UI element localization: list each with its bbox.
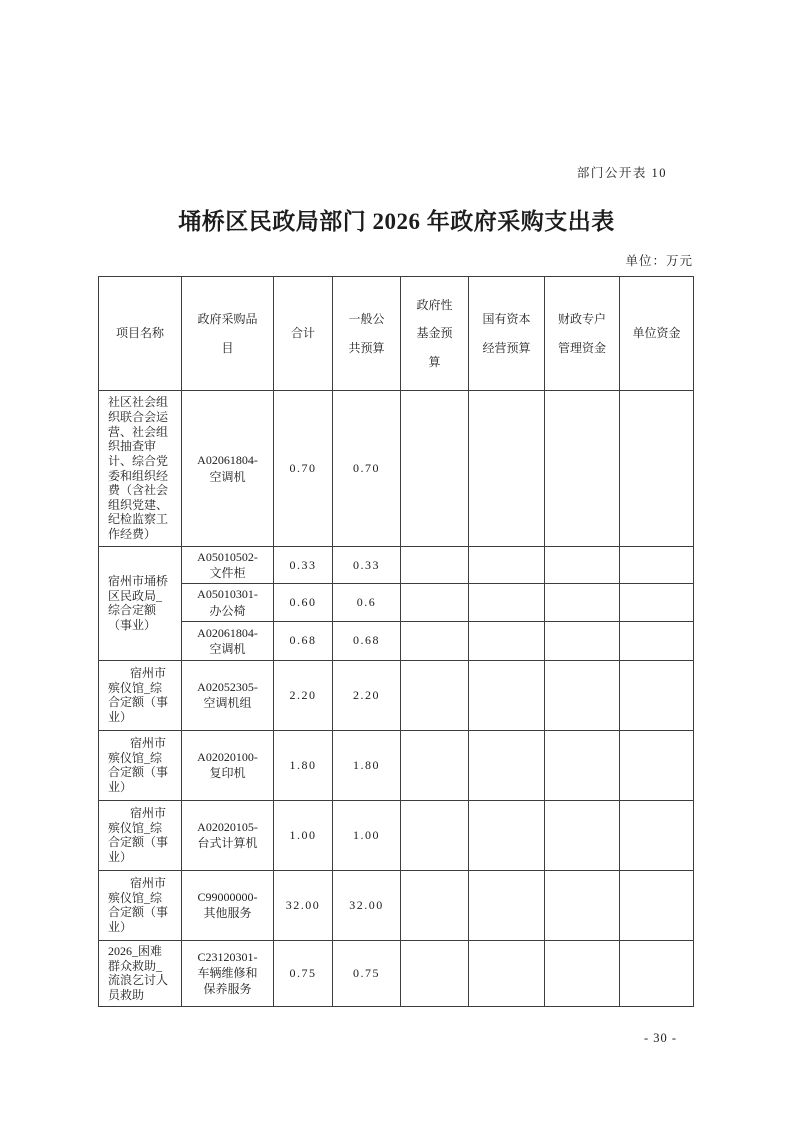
cell-state-capital-budget bbox=[469, 391, 545, 547]
cell-fiscal-account-funds bbox=[545, 547, 620, 584]
cell-procurement-item: C99000000-其他服务 bbox=[182, 870, 274, 940]
cell-fiscal-account-funds bbox=[545, 940, 620, 1006]
cell-general-public-budget: 2.20 bbox=[333, 660, 401, 730]
cell-general-public-budget: 1.00 bbox=[333, 800, 401, 870]
cell-general-public-budget: 0.68 bbox=[333, 621, 401, 660]
cell-procurement-item: A05010301-办公椅 bbox=[182, 584, 274, 621]
cell-project-name: 宿州市埇桥区民政局_综合定额（事业） bbox=[99, 547, 182, 661]
cell-state-capital-budget bbox=[469, 584, 545, 621]
cell-total: 0.70 bbox=[274, 391, 333, 547]
cell-state-capital-budget bbox=[469, 800, 545, 870]
cell-state-capital-budget bbox=[469, 730, 545, 800]
cell-general-public-budget: 1.80 bbox=[333, 730, 401, 800]
cell-gov-fund-budget bbox=[401, 547, 469, 584]
cell-gov-fund-budget bbox=[401, 800, 469, 870]
cell-total: 2.20 bbox=[274, 660, 333, 730]
cell-procurement-item: A02020100-复印机 bbox=[182, 730, 274, 800]
cell-procurement-item: A02061804-空调机 bbox=[182, 621, 274, 660]
cell-state-capital-budget bbox=[469, 940, 545, 1006]
cell-total: 1.00 bbox=[274, 800, 333, 870]
cell-project-name: 宿州市殡仪馆_综合定额（事业） bbox=[99, 800, 182, 870]
cell-fiscal-account-funds bbox=[545, 391, 620, 547]
cell-gov-fund-budget bbox=[401, 584, 469, 621]
col-header-state-capital-budget: 国有资本经营预算 bbox=[469, 277, 545, 391]
cell-unit-funds bbox=[620, 660, 694, 730]
table-row bbox=[99, 940, 694, 1006]
cell-total: 1.80 bbox=[274, 730, 333, 800]
cell-unit-funds bbox=[620, 940, 694, 1006]
page-title: 埇桥区民政局部门 2026 年政府采购支出表 bbox=[178, 209, 615, 234]
cell-general-public-budget: 0.70 bbox=[333, 391, 401, 547]
cell-unit-funds bbox=[620, 391, 694, 547]
table-header-row bbox=[99, 277, 694, 391]
col-header-procurement-item: 政府采购品目 bbox=[182, 277, 274, 391]
cell-procurement-item: A02052305-空调机组 bbox=[182, 660, 274, 730]
col-header-general-public-budget: 一般公共预算 bbox=[333, 277, 401, 391]
cell-fiscal-account-funds bbox=[545, 621, 620, 660]
cell-state-capital-budget bbox=[469, 660, 545, 730]
col-header-total: 合计 bbox=[274, 277, 333, 391]
cell-unit-funds bbox=[620, 730, 694, 800]
cell-project-name: 宿州市殡仪馆_综合定额（事业） bbox=[99, 870, 182, 940]
cell-project-name: 社区社会组织联合会运营、社会组织抽查审计、综合党委和组织经费（含社会组织党建、纪检监察工作经费） bbox=[99, 391, 182, 547]
page-number: - 30 - bbox=[644, 1031, 678, 1045]
table-row bbox=[99, 800, 694, 870]
col-header-gov-fund-budget: 政府性基金预算 bbox=[401, 277, 469, 391]
cell-total: 32.00 bbox=[274, 870, 333, 940]
cell-unit-funds bbox=[620, 547, 694, 584]
col-header-fiscal-account-funds: 财政专户管理资金 bbox=[545, 277, 620, 391]
cell-procurement-item: A02061804-空调机 bbox=[182, 391, 274, 547]
cell-fiscal-account-funds bbox=[545, 730, 620, 800]
cell-unit-funds bbox=[620, 800, 694, 870]
cell-unit-funds bbox=[620, 870, 694, 940]
cell-fiscal-account-funds bbox=[545, 870, 620, 940]
cell-procurement-item: A05010502-文件柜 bbox=[182, 547, 274, 584]
cell-fiscal-account-funds bbox=[545, 800, 620, 870]
table-row bbox=[99, 621, 694, 660]
unit-label: 单位：万元 bbox=[625, 254, 693, 268]
table-row bbox=[99, 730, 694, 800]
cell-total: 0.33 bbox=[274, 547, 333, 584]
cell-gov-fund-budget bbox=[401, 660, 469, 730]
cell-procurement-item: A02020105-台式计算机 bbox=[182, 800, 274, 870]
cell-gov-fund-budget bbox=[401, 940, 469, 1006]
cell-unit-funds bbox=[620, 584, 694, 621]
cell-general-public-budget: 0.6 bbox=[333, 584, 401, 621]
col-header-unit-funds: 单位资金 bbox=[620, 277, 694, 391]
col-header-project-name: 项目名称 bbox=[99, 277, 182, 391]
cell-unit-funds bbox=[620, 621, 694, 660]
cell-gov-fund-budget bbox=[401, 621, 469, 660]
table-row bbox=[99, 584, 694, 621]
cell-gov-fund-budget bbox=[401, 730, 469, 800]
cell-project-name: 宿州市殡仪馆_综合定额（事业） bbox=[99, 660, 182, 730]
table-row bbox=[99, 660, 694, 730]
cell-state-capital-budget bbox=[469, 870, 545, 940]
form-number-label: 部门公开表 10 bbox=[576, 166, 667, 180]
cell-total: 0.75 bbox=[274, 940, 333, 1006]
cell-general-public-budget: 0.75 bbox=[333, 940, 401, 1006]
cell-project-name: 2026_困难群众救助_流浪乞讨人员救助 bbox=[99, 940, 182, 1006]
cell-state-capital-budget bbox=[469, 547, 545, 584]
procurement-table bbox=[98, 276, 694, 1007]
cell-general-public-budget: 0.33 bbox=[333, 547, 401, 584]
cell-total: 0.68 bbox=[274, 621, 333, 660]
cell-fiscal-account-funds bbox=[545, 660, 620, 730]
cell-gov-fund-budget bbox=[401, 391, 469, 547]
table-row bbox=[99, 547, 694, 584]
cell-fiscal-account-funds bbox=[545, 584, 620, 621]
cell-general-public-budget: 32.00 bbox=[333, 870, 401, 940]
cell-project-name: 宿州市殡仪馆_综合定额（事业） bbox=[99, 730, 182, 800]
cell-procurement-item: C23120301-车辆维修和保养服务 bbox=[182, 940, 274, 1006]
table-row bbox=[99, 870, 694, 940]
cell-state-capital-budget bbox=[469, 621, 545, 660]
cell-gov-fund-budget bbox=[401, 870, 469, 940]
cell-total: 0.60 bbox=[274, 584, 333, 621]
table-row bbox=[99, 391, 694, 547]
